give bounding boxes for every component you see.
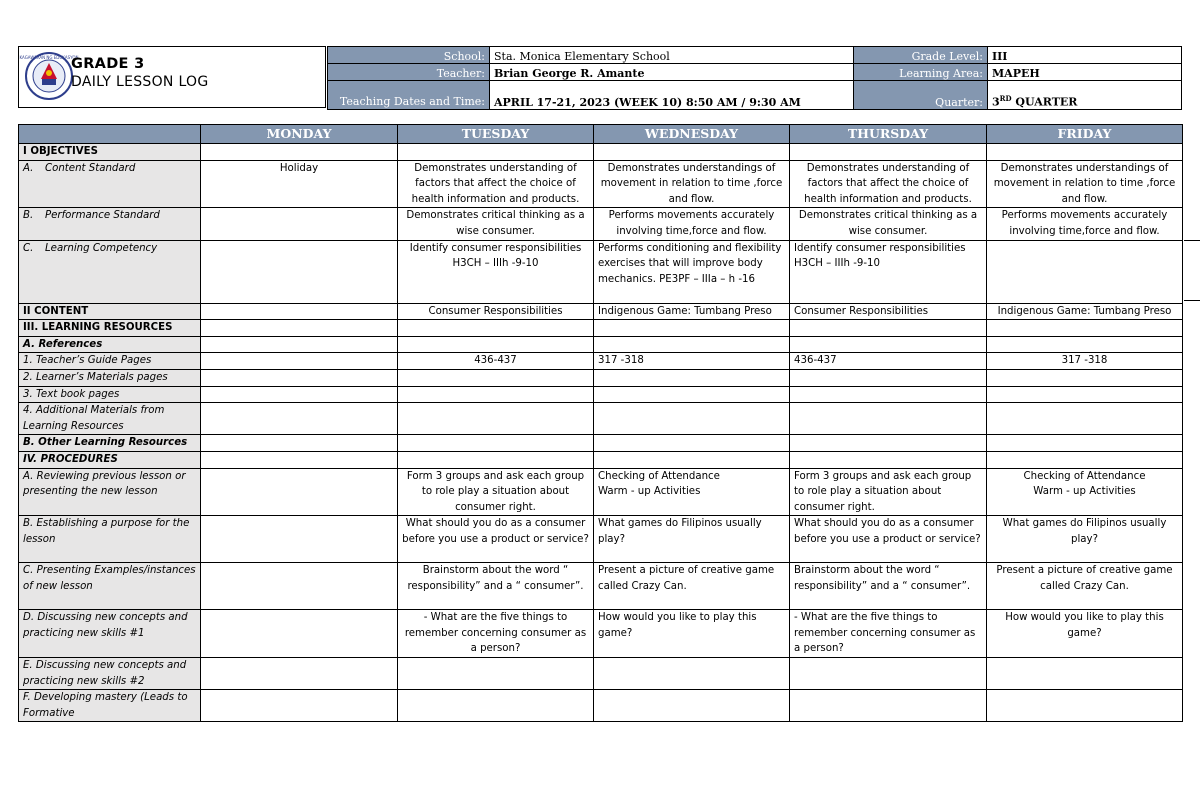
row-label-text: Performance Standard <box>45 210 160 222</box>
textbook-label: 3. Text book pages <box>19 386 201 403</box>
teachers-guide-label: 1. Teacher’s Guide Pages <box>19 353 201 370</box>
warmup-line: Warm - up Activities <box>1033 486 1136 498</box>
reviewing-thursday: Form 3 groups and ask each group to role play a situation about consumer right. <box>790 468 987 516</box>
content-standard-friday: Demonstrates understandings of movement in relation to time ,force and flow. <box>987 160 1183 208</box>
teachers-guide-wednesday: 317 -318 <box>594 353 790 370</box>
cell <box>594 144 790 161</box>
additional-materials-label: 4. Additional Materials from Learning Resources <box>19 403 201 435</box>
cell <box>398 403 594 435</box>
purpose-label: B. Establishing a purpose for the lesson <box>19 516 201 563</box>
cell <box>201 144 398 161</box>
attendance-line: Checking of Attendance <box>1023 470 1146 482</box>
presenting-tuesday: Brainstorm about the word “ responsibility” and a “ consumer”. <box>398 563 594 610</box>
discussing-1-wednesday: How would you like to play this game? <box>594 610 790 658</box>
cell <box>790 386 987 403</box>
teachers-guide-thursday: 436-437 <box>790 353 987 370</box>
cell <box>398 144 594 161</box>
header-info-table <box>327 46 1182 110</box>
cell <box>398 435 594 452</box>
cell <box>594 320 790 337</box>
grade-title: GRADE 3 <box>71 56 145 72</box>
learning-area-label: Learning Area: <box>854 64 988 81</box>
header-title-box <box>18 46 326 108</box>
deped-seal-icon <box>19 51 79 101</box>
cell <box>201 369 398 386</box>
reviewing-wednesday <box>594 468 790 516</box>
discussing-1-thursday: - What are the five things to remember concerning consumer as a person? <box>790 610 987 658</box>
cell <box>790 144 987 161</box>
warmup-line: Warm - up Activities <box>598 486 701 498</box>
content-standard-monday: Holiday <box>201 160 398 208</box>
learning-competency-friday <box>987 240 1183 303</box>
cell <box>987 435 1183 452</box>
discussing-1-friday: How would you like to play this game? <box>987 610 1183 658</box>
discussing-1-monday <box>201 610 398 658</box>
cell <box>398 336 594 353</box>
cell <box>201 336 398 353</box>
cell <box>398 451 594 468</box>
content-tuesday: Consumer Responsibilities <box>398 303 594 320</box>
cell <box>398 658 594 690</box>
learning-competency-thursday: Identify consumer responsibilities H3CH – IIIh -9-10 <box>790 240 987 303</box>
attendance-line: Checking of Attendance <box>598 470 720 482</box>
cell <box>987 320 1183 337</box>
grade-level-value: III <box>988 47 1182 64</box>
cell <box>987 403 1183 435</box>
presenting-thursday: Brainstorm about the word “ responsibility” and a “ consumer”. <box>790 563 987 610</box>
purpose-friday: What games do Filipinos usually play? <box>987 516 1183 563</box>
presenting-wednesday: Present a picture of creative game called Crazy Can. <box>594 563 790 610</box>
learning-resources-label: III. LEARNING RESOURCES <box>19 320 201 337</box>
cell <box>987 658 1183 690</box>
purpose-tuesday: What should you do as a consumer before you use a product or service? <box>398 516 594 563</box>
reviewing-label: A. Reviewing previous lesson or presenting the new lesson <box>19 468 201 516</box>
cell <box>987 451 1183 468</box>
cell <box>201 435 398 452</box>
cell <box>987 369 1183 386</box>
corner-header-cell <box>19 125 201 144</box>
cell <box>594 451 790 468</box>
reviewing-monday <box>201 468 398 516</box>
cell <box>790 369 987 386</box>
content-thursday: Consumer Responsibilities <box>790 303 987 320</box>
day-header-tuesday: TUESDAY <box>398 125 594 144</box>
reviewing-tuesday: Form 3 groups and ask each group to role play a situation about consumer right. <box>398 468 594 516</box>
procedures-label: IV. PROCEDURES <box>19 451 201 468</box>
presenting-friday: Present a picture of creative game called Crazy Can. <box>987 563 1183 610</box>
purpose-monday <box>201 516 398 563</box>
cell <box>594 435 790 452</box>
cell <box>790 403 987 435</box>
cell <box>987 336 1183 353</box>
day-header-friday: FRIDAY <box>987 125 1183 144</box>
school-label: School: <box>328 47 490 64</box>
teacher-value: Brian George R. Amante <box>490 64 854 81</box>
cell <box>201 690 398 722</box>
content-friday: Indigenous Game: Tumbang Preso <box>987 303 1183 320</box>
margin-mark <box>1184 240 1200 241</box>
row-letter: B. <box>23 210 34 222</box>
teachers-guide-monday <box>201 353 398 370</box>
mastery-label: F. Developing mastery (Leads to Formative <box>19 690 201 722</box>
margin-mark <box>1184 300 1200 301</box>
day-header-monday: MONDAY <box>201 125 398 144</box>
objectives-label: I OBJECTIVES <box>19 144 201 161</box>
performance-standard-label <box>19 208 201 240</box>
learning-competency-label <box>19 240 201 303</box>
teacher-label: Teacher: <box>328 64 490 81</box>
lesson-log-table <box>18 124 1183 722</box>
references-label: A. References <box>19 336 201 353</box>
daily-lesson-log-title: DAILY LESSON LOG <box>71 74 209 90</box>
learning-competency-monday <box>201 240 398 303</box>
discussing-1-tuesday: - What are the five things to remember concerning consumer as a person? <box>398 610 594 658</box>
learning-competency-tuesday: Identify consumer responsibilities H3CH – IIIh -9-10 <box>398 240 594 303</box>
quarter-value <box>988 81 1182 110</box>
performance-standard-friday: Performs movements accurately involving time,force and flow. <box>987 208 1183 240</box>
cell <box>987 386 1183 403</box>
cell <box>790 320 987 337</box>
performance-standard-tuesday: Demonstrates critical thinking as a wise consumer. <box>398 208 594 240</box>
content-label: II CONTENT <box>19 303 201 320</box>
cell <box>398 320 594 337</box>
cell <box>790 451 987 468</box>
quarter-word: QUARTER <box>1011 96 1078 109</box>
cell <box>594 658 790 690</box>
learning-competency-wednesday: Performs conditioning and flexibility exercises that will improve body mechanics. PE3PF – IIIa – h -16 <box>594 240 790 303</box>
discussing-1-label: D. Discussing new concepts and practicing new skills #1 <box>19 610 201 658</box>
cell <box>790 435 987 452</box>
svg-text:KAGAWARAN NG EDUKASYON: KAGAWARAN NG EDUKASYON <box>19 55 79 60</box>
cell <box>398 690 594 722</box>
day-header-wednesday: WEDNESDAY <box>594 125 790 144</box>
teaching-dates-label <box>328 81 490 110</box>
quarter-label: Quarter: <box>854 81 988 110</box>
purpose-thursday: What should you do as a consumer before you use a product or service? <box>790 516 987 563</box>
content-monday <box>201 303 398 320</box>
cell <box>398 386 594 403</box>
cell <box>790 658 987 690</box>
content-standard-tuesday: Demonstrates understanding of factors that affect the choice of health information and products. <box>398 160 594 208</box>
purpose-wednesday: What games do Filipinos usually play? <box>594 516 790 563</box>
teaching-dates-value: APRIL 17-21, 2023 (WEEK 10) 8:50 AM / 9:30 AM <box>490 81 854 110</box>
school-value: Sta. Monica Elementary School <box>490 47 854 64</box>
cell <box>594 369 790 386</box>
reviewing-friday <box>987 468 1183 516</box>
day-header-thursday: THURSDAY <box>790 125 987 144</box>
content-standard-thursday: Demonstrates understanding of factors that affect the choice of health information and products. <box>790 160 987 208</box>
learners-materials-label: 2. Learner’s Materials pages <box>19 369 201 386</box>
teachers-guide-tuesday: 436-437 <box>398 353 594 370</box>
performance-standard-thursday: Demonstrates critical thinking as a wise consumer. <box>790 208 987 240</box>
performance-standard-wednesday: Performs movements accurately involving time,force and flow. <box>594 208 790 240</box>
teachers-guide-friday: 317 -318 <box>987 353 1183 370</box>
teaching-dates-label-text: Teaching Dates and Time: <box>339 95 485 108</box>
cell <box>594 403 790 435</box>
cell <box>594 690 790 722</box>
quarter-suffix: RD <box>999 94 1012 104</box>
cell <box>594 336 790 353</box>
quarter-number: 3 <box>992 96 1000 109</box>
content-standard-wednesday: Demonstrates understandings of movement in relation to time ,force and flow. <box>594 160 790 208</box>
cell <box>201 451 398 468</box>
grade-level-label: Grade Level: <box>854 47 988 64</box>
cell <box>987 690 1183 722</box>
presenting-monday <box>201 563 398 610</box>
cell <box>398 369 594 386</box>
cell <box>201 403 398 435</box>
row-letter: C. <box>23 242 34 254</box>
content-standard-label <box>19 160 201 208</box>
row-label-text: Content Standard <box>45 162 136 174</box>
content-wednesday: Indigenous Game: Tumbang Preso <box>594 303 790 320</box>
cell <box>987 144 1183 161</box>
cell <box>790 336 987 353</box>
discussing-2-label: E. Discussing new concepts and practicing new skills #2 <box>19 658 201 690</box>
row-letter: A. <box>23 162 34 174</box>
learning-area-value: MAPEH <box>988 64 1182 81</box>
cell <box>790 690 987 722</box>
cell <box>594 386 790 403</box>
cell <box>201 320 398 337</box>
other-resources-label: B. Other Learning Resources <box>19 435 201 452</box>
performance-standard-monday <box>201 208 398 240</box>
cell <box>201 658 398 690</box>
cell <box>201 386 398 403</box>
presenting-label: C. Presenting Examples/instances of new lesson <box>19 563 201 610</box>
row-label-text: Learning Competency <box>45 242 158 254</box>
